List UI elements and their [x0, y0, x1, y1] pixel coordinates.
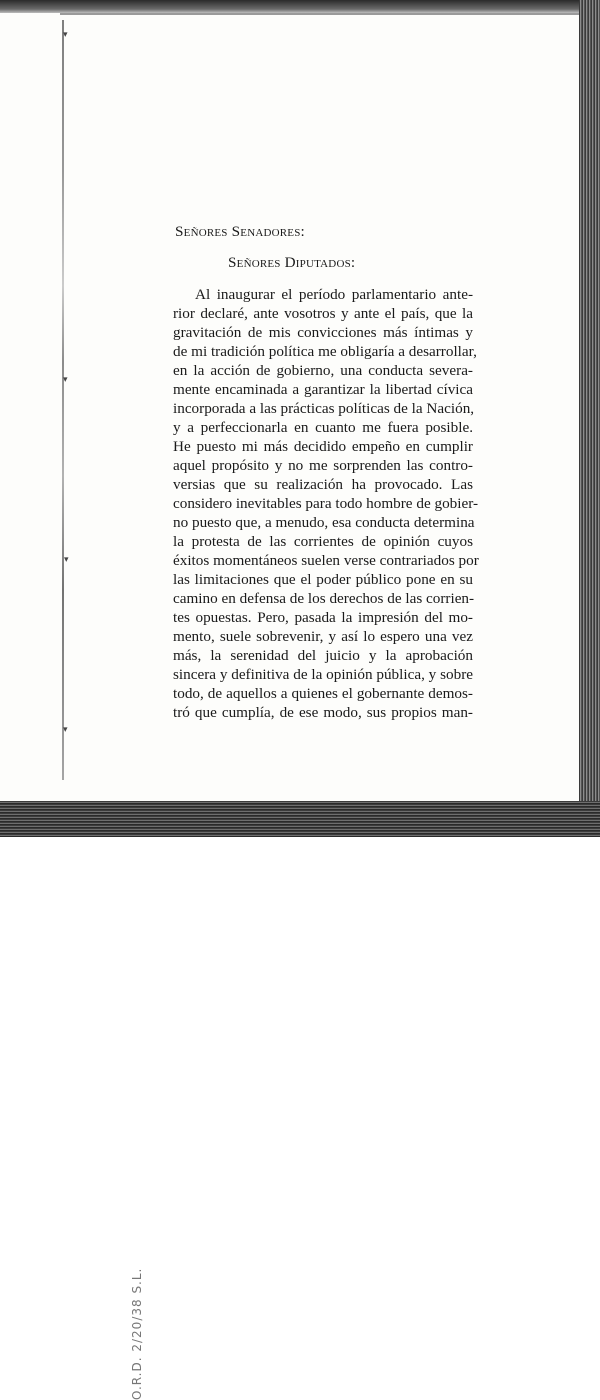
paragraph-line: tes opuestas. Pero, pasada la impresión del mo-	[173, 609, 473, 626]
paragraph-line: la protesta de las corrientes de opinión cuyos	[173, 533, 473, 550]
scan-top-rule	[60, 13, 580, 15]
paragraph-line: He puesto mi más decidido empeño en cumplir	[173, 438, 473, 455]
margin-tick-mark: ▾	[64, 555, 69, 565]
margin-handwritten-stamp: O.R.D. 2/20/38 S.L.	[130, 1267, 144, 1400]
scan-right-edge	[579, 0, 600, 837]
paragraph-line: considero inevitables para todo hombre de gobier-	[173, 495, 479, 512]
paragraph-line: mente encaminada a garantizar la libertad cívica	[173, 381, 473, 398]
paragraph-line: todo, de aquellos a quienes el gobernante demos-	[173, 685, 473, 702]
scan-bottom-edge	[0, 801, 600, 837]
margin-tick-mark: ▾	[63, 375, 68, 385]
margin-tick-mark: ▾	[63, 725, 68, 735]
paragraph-line: Al inaugurar el período parlamentario ante-	[195, 286, 473, 303]
scan-top-edge	[0, 0, 600, 13]
paragraph-line: en la acción de gobierno, una conducta severa-	[173, 362, 473, 379]
paragraph-line: versias que su realización ha provocado. Las	[173, 476, 473, 493]
paragraph-line: incorporada a las prácticas políticas de la Nación,	[173, 400, 475, 417]
paragraph-line: gravitación de mis convicciones más íntimas y	[173, 324, 473, 341]
paragraph-line: y a perfeccionarla en cuanto me fuera posible.	[173, 419, 473, 436]
paragraph-line: sincera y definitiva de la opinión pública, y sobre	[173, 666, 473, 683]
body-paragraph	[173, 285, 479, 722]
paragraph-line: camino en defensa de los derechos de las corrien-	[173, 590, 475, 607]
paragraph-line: más, la serenidad del juicio y la aprobación	[173, 647, 473, 664]
paragraph-line: las limitaciones que el poder público pone en su	[173, 571, 473, 588]
salutation-senators: Señores Senadores:	[175, 223, 305, 240]
paragraph-line: aquel propósito y no me sorprenden las contro-	[173, 457, 473, 474]
paragraph-line: rior declaré, ante vosotros y ante el país, que la	[173, 305, 473, 322]
document-text-block	[173, 222, 479, 722]
paragraph-line: mento, suele sobrevenir, y así lo espero una vez	[173, 628, 473, 645]
paragraph-line: no puesto que, a menudo, esa conducta determina	[173, 514, 475, 531]
paragraph-line: de mi tradición política me obligaría a desarrollar,	[173, 343, 477, 360]
paragraph-line: tró que cumplía, de ese modo, sus propios man-	[173, 704, 473, 721]
margin-tick-mark: ▾	[63, 30, 68, 40]
binding-margin-line	[62, 20, 64, 780]
salutation-deputies: Señores Diputados:	[228, 254, 356, 271]
paragraph-line: éxitos momentáneos suelen verse contrariados por	[173, 552, 479, 569]
